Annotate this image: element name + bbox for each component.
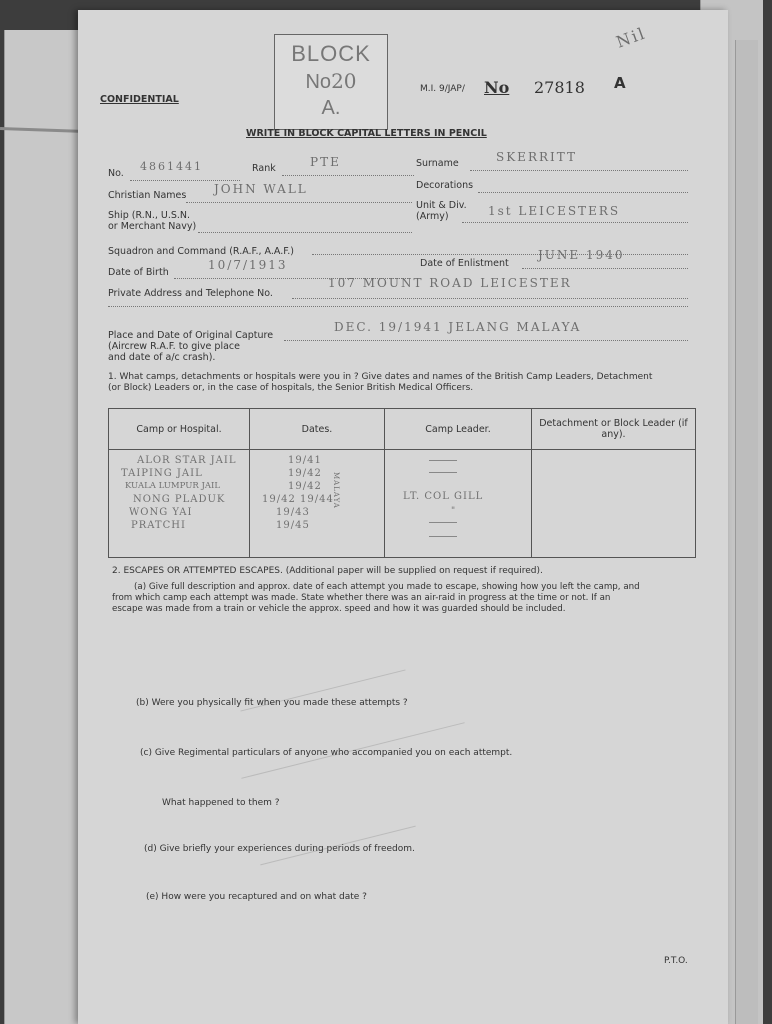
detachment-column-header: Detachment or Block Leader (if any). (532, 409, 696, 450)
dates-cell (250, 450, 385, 558)
squadron-line (312, 254, 688, 255)
no-line (130, 180, 240, 181)
serial-number: 27818 (534, 78, 585, 97)
address-line (292, 298, 688, 299)
squadron-label: Squadron and Command (R.A.F., A.A.F.) (108, 246, 294, 257)
ship-label-1: Ship (R.N., U.S.N. (108, 210, 191, 221)
question-2a-line-2: from which camp each attempt was made. State whether there was an air-raid in progress at the time or not. If an (112, 593, 611, 603)
question-2a-line-3: escape was made from a train or vehicle the approx. speed and how it was guarded should be included. (112, 604, 566, 614)
camp-date: 19/42 (288, 468, 322, 479)
leader-cell (385, 450, 532, 558)
camp-name: TAIPING JAIL (121, 468, 203, 479)
dob-label: Date of Birth (108, 267, 169, 278)
serial-no-label: No (484, 78, 510, 97)
ditto-mark: " (451, 506, 456, 516)
camp-date: 19/43 (276, 507, 310, 518)
leader-dash (429, 472, 457, 473)
camp-column-header: Camp or Hospital. (109, 409, 250, 450)
stamp-number: 20 (331, 69, 357, 93)
camp-table-header-row (109, 409, 696, 450)
decorations-label: Decorations (416, 180, 474, 191)
background-page-right-edge (735, 40, 758, 1024)
rank-label: Rank (252, 163, 276, 174)
question-2-title: 2. ESCAPES OR ATTEMPTED ESCAPES. (Additional paper will be supplied on request if required). (112, 566, 543, 576)
christian-names-line (186, 202, 412, 203)
leader-column-header: Camp Leader. (385, 409, 532, 450)
camp-names-cell (109, 450, 250, 558)
no-label: No. (108, 168, 124, 179)
camp-name: ALOR STAR JAIL (137, 455, 237, 466)
ship-line (198, 232, 412, 233)
question-2a-line-1: (a) Give full description and approx. date of each attempt you made to escape, showing how you left the camp, and (134, 582, 640, 592)
stamp-number-line (275, 69, 387, 94)
question-2c-followup: What happened to them ? (162, 798, 280, 808)
unit-value: 1st LEICESTERS (488, 204, 621, 218)
unit-label-1: Unit & Div. (416, 200, 467, 211)
pencil-instruction: WRITE IN BLOCK CAPITAL LETTERS IN PENCIL (246, 128, 487, 139)
leader-dash (429, 522, 457, 523)
camp-name: PRATCHI (131, 520, 186, 531)
rank-value: PTE (310, 155, 341, 169)
stamp-letter: A. (321, 97, 341, 119)
christian-names-value: JOHN WALL (214, 182, 308, 196)
stamp-block-text: BLOCK (291, 41, 371, 66)
camp-date: 19/41 (288, 455, 322, 466)
capture-label-1: Place and Date of Original Capture (108, 330, 274, 341)
question-2b: (b) Were you physically fit when you made these attempts ? (136, 698, 408, 708)
decorations-line (478, 192, 688, 193)
camp-leader-value: LT. COL GILL (403, 491, 484, 502)
enlistment-value: JUNE 1940 (538, 248, 625, 262)
dates-column-header: Dates. (250, 409, 385, 450)
camp-name: KUALA LUMPUR JAIL (125, 481, 221, 491)
capture-value: DEC. 19/1941 JELANG MALAYA (334, 320, 582, 334)
detachment-cell (532, 450, 696, 558)
corner-note: Nil (613, 23, 649, 52)
enlistment-label: Date of Enlistment (420, 258, 509, 269)
date-note: MALAYA (332, 472, 340, 509)
christian-names-label: Christian Names (108, 190, 187, 201)
camp-table-body-row (109, 450, 696, 558)
enlistment-line (522, 268, 688, 269)
rank-line (282, 175, 414, 176)
surname-line (470, 170, 688, 171)
serial-suffix: A (614, 74, 626, 92)
question-1-line-1: 1. What camps, detachments or hospitals were you in ? Give dates and names of the British Camp Leaders, Detachment (108, 372, 653, 382)
question-2d: (d) Give briefly your experiences during periods of freedom. (144, 844, 415, 854)
question-1-line-2: (or Block) Leaders or, in the case of hospitals, the Senior British Medical Officers. (108, 383, 474, 393)
address-value: 107 MOUNT ROAD LEICESTER (328, 276, 572, 290)
service-number-value: 4861441 (140, 160, 203, 173)
question-2e: (e) How were you recaptured and on what date ? (146, 892, 367, 902)
camp-date: 19/42 (288, 481, 322, 492)
camp-date: 19/42 19/44 (262, 494, 334, 505)
block-stamp (274, 34, 388, 130)
dob-value: 10/7/1913 (208, 258, 288, 272)
surname-label: Surname (416, 158, 459, 169)
unit-label-2: (Army) (416, 211, 449, 222)
question-2c: (c) Give Regimental particulars of anyone who accompanied you on each attempt. (140, 748, 513, 758)
camp-name: NONG PLADUK (133, 494, 226, 505)
leader-dash (429, 536, 457, 537)
capture-line (284, 340, 688, 341)
form-sheet (78, 10, 728, 1024)
unit-line (462, 222, 688, 223)
pto-label: P.T.O. (664, 956, 688, 966)
surname-value: SKERRITT (496, 150, 577, 164)
camp-table (108, 408, 696, 558)
address-line-2 (108, 306, 688, 307)
address-label: Private Address and Telephone No. (108, 288, 273, 299)
form-code: M.I. 9/JAP/ (420, 84, 465, 94)
leader-dash (429, 460, 457, 461)
camp-name: WONG YAI (129, 507, 193, 518)
ship-label-2: or Merchant Navy) (108, 221, 197, 232)
camp-date: 19/45 (276, 520, 310, 531)
confidential-label: CONFIDENTIAL (100, 94, 179, 105)
capture-label-3: and date of a/c crash). (108, 352, 216, 363)
capture-label-2: (Aircrew R.A.F. to give place (108, 341, 240, 352)
stamp-no-label: No (305, 71, 332, 93)
